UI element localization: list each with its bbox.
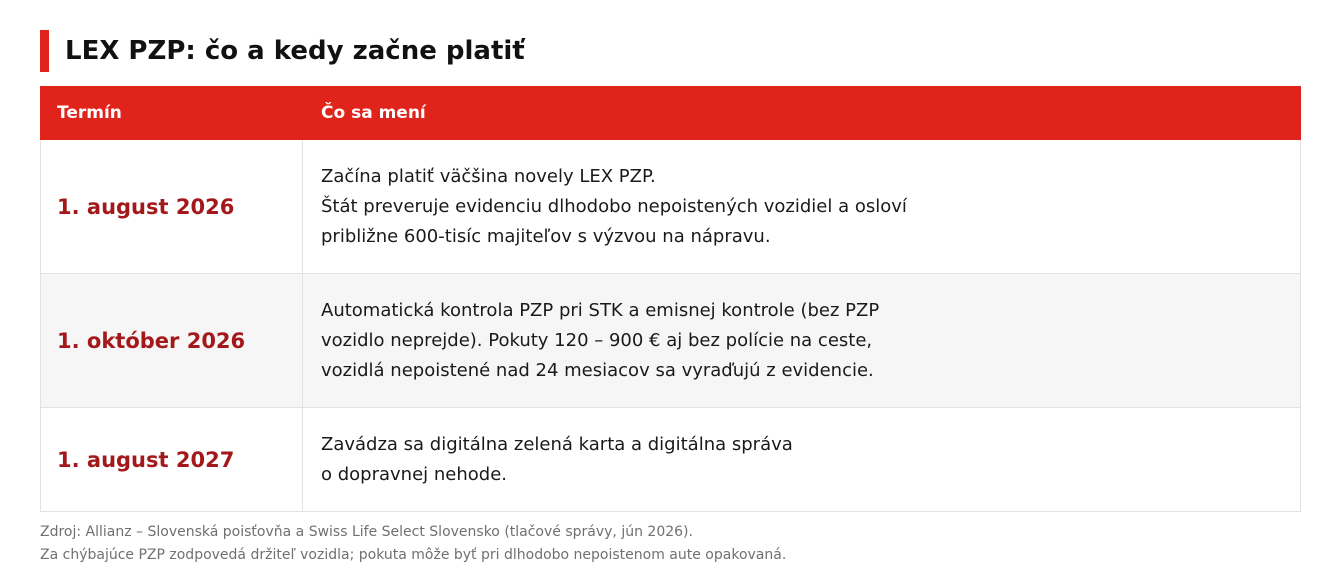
description-line: Začína platiť väčšina novely LEX PZP. (321, 165, 656, 187)
description-line: vozidlo neprejde). Pokuty 120 – 900 € aj bez polície na ceste, (321, 329, 873, 351)
row-date: 1. august 2026 (41, 140, 303, 274)
description-line: o dopravnej nehode. (321, 463, 508, 485)
table-row (41, 274, 1301, 408)
footer-note: Za chýbajúce PZP zodpovedá držiteľ vozidla; pokuta môže byť pri dlhodobo nepoistenom aute opakovaná. (40, 547, 787, 563)
row-description (303, 274, 1301, 408)
column-header-change: Čo sa mení (303, 87, 1301, 140)
description-line: vozidlá nepoistené nad 24 mesiacov sa vyraďujú z evidencie. (321, 359, 874, 381)
row-description (303, 408, 1301, 512)
row-date: 1. október 2026 (41, 274, 303, 408)
footer-notes (40, 521, 786, 567)
table-header-row (41, 87, 1301, 140)
title-accent-bar (40, 30, 49, 72)
description-line: Zavádza sa digitálna zelená karta a digitálna správa (321, 433, 793, 455)
column-header-term: Termín (41, 87, 303, 140)
timeline-table (40, 86, 1301, 512)
footer-source: Zdroj: Allianz – Slovenská poisťovňa a Swiss Life Select Slovensko (tlačové správy, jún 2026). (40, 524, 693, 540)
row-description (303, 140, 1301, 274)
description-line: Štát preveruje evidenciu dlhodobo nepoistených vozidiel a osloví (321, 195, 907, 217)
table-row (41, 408, 1301, 512)
page-title: LEX PZP: čo a kedy začne platiť (65, 36, 525, 66)
table-row (41, 140, 1301, 274)
content-wrapper (40, 30, 1300, 485)
description-line: Automatická kontrola PZP pri STK a emisnej kontrole (bez PZP (321, 299, 880, 321)
description-line: približne 600-tisíc majiteľov s výzvou na nápravu. (321, 225, 771, 247)
row-date: 1. august 2027 (41, 408, 303, 512)
title-row (40, 30, 1300, 72)
